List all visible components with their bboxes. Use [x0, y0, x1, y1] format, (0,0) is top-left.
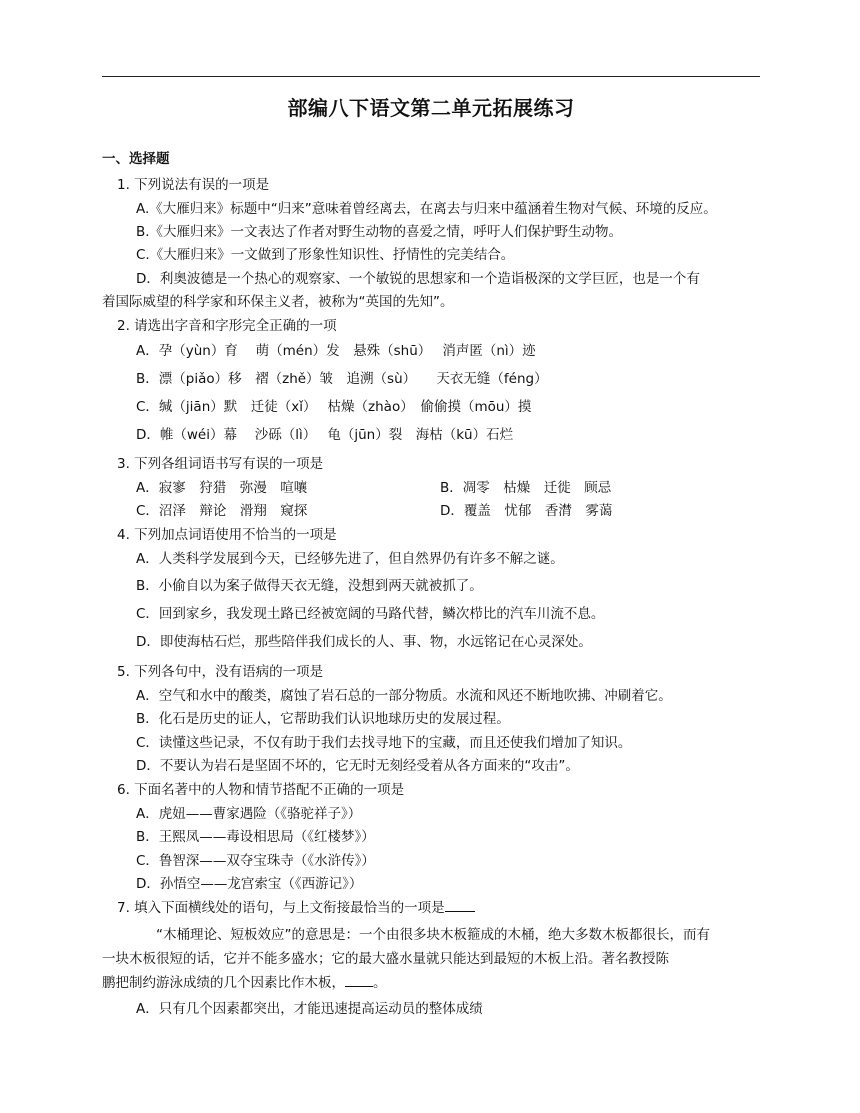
- question-2-option-a: A．孕（yùn）育 萌（mén）发 悬殊（shū） 消声匿（nì）迹: [136, 343, 536, 359]
- question-2-option-d: D．帷（wéi）幕 沙砾（lì） 龟（jūn）裂 海枯（kū）石烂: [136, 427, 514, 443]
- question-3-stem: 3. 下列各组词语书写有误的一项是: [117, 456, 324, 472]
- question-3-option-b: B．凋零 枯燥 迁徙 顾忌: [440, 480, 612, 496]
- passage-period: 。: [373, 975, 387, 991]
- question-1-option-d: D．利奥波德是一个热心的观察家、一个敏锐的思想家和一个造诣极深的文学巨匠，也是一个有: [136, 271, 700, 287]
- question-1-option-a: A.《大雁归来》标题中“归来”意味着曾经离去，在离去与归来中蕴涵着生物对气候、环境的反应。: [136, 201, 717, 217]
- question-3-option-d: D．覆盖 忧郁 香潸 雾蔼: [440, 503, 613, 519]
- answer-blank: [445, 899, 475, 912]
- question-5-option-c: C．读懂这些记录，不仅有助于我们去找寻地下的宝藏，而且还使我们增加了知识。: [136, 735, 632, 751]
- question-6-option-c: C．鲁智深——双夺宝珠寺（《水浒传》）: [136, 853, 375, 869]
- question-5-stem: 5. 下列各句中，没有语病的一项是: [117, 664, 324, 680]
- question-6-stem: 6. 下面名著中的人物和情节搭配不正确的一项是: [117, 782, 405, 798]
- question-5-option-a: A．空气和水中的酸类，腐蚀了岩石总的一部分物质。水流和风还不断地吹拂、冲刷着它。: [136, 688, 672, 704]
- question-7-passage-line-1: “木桶理论、短板效应”的意思是：一个由很多块木板箍成的木桶，绝大多数木板都很长，而有: [156, 927, 710, 943]
- question-1-option-b: B.《大雁归来》一文表达了作者对野生动物的喜爱之情，呼吁人们保护野生动物。: [136, 224, 623, 240]
- question-4-option-d: D．即使海枯石烂，那些陪伴我们成长的人、事、物，水远铭记在心灵深处。: [136, 634, 592, 650]
- question-4-stem: 4. 下列加点词语使用不恰当的一项是: [117, 527, 337, 543]
- question-1-stem: 1. 下列说法有误的一项是: [117, 177, 270, 193]
- question-4-option-a: A．人类科学发展到今天，已经够先进了，但自然界仍有许多不解之谜。: [136, 551, 564, 567]
- question-2-option-c: C．缄（jiān）默 迁徒（xǐ） 枯燥（zhào） 偷偷摸（mōu）摸: [136, 399, 532, 415]
- question-5-option-b: B．化石是历史的证人，它帮助我们认识地球历史的发展过程。: [136, 711, 510, 727]
- passage-blank: [345, 974, 373, 987]
- question-7-stem: 7. 填入下面横线处的语句，与上文衔接最恰当的一项是: [117, 900, 445, 916]
- question-7-passage-line-2: 一块木板很短的话，它并不能多盛水；它的最大盛水量就只能达到最短的木板上沿。著名教授陈: [102, 951, 669, 967]
- question-6-option-d: D．孙悟空——龙宫索宝（《西游记》）: [136, 876, 363, 892]
- question-2-stem: 2. 请选出字音和字形完全正确的一项: [117, 318, 337, 334]
- page-title: 部编八下语文第二单元拓展练习: [287, 96, 575, 120]
- question-6-option-b: B．王熙凤——毒设相思局（《红楼梦》）: [136, 829, 375, 845]
- question-6-option-a: A．虎妞——曹家遇险（《骆驼祥子》）: [136, 806, 362, 822]
- question-7-option-a: A．只有几个因素都突出，才能迅速提高运动员的整体成绩: [136, 1001, 483, 1017]
- question-3-option-c: C．沼泽 辩论 滑翔 窥探: [136, 503, 308, 519]
- section-heading: 一、选择题: [102, 151, 170, 167]
- question-1-option-c: C.《大雁归来》一文做到了形象性知识性、抒情性的完美结合。: [136, 247, 515, 263]
- question-7-stem-line: [117, 899, 475, 917]
- question-7-passage-text: 鹏把制约游泳成绩的几个因素比作木板，: [102, 975, 345, 991]
- header-rule: [102, 76, 760, 77]
- question-4-option-c: C．回到家乡，我发现土路已经被宽阔的马路代替，鳞次栉比的汽车川流不息。: [136, 606, 605, 622]
- question-3-option-a: A．寂寥 狩猎 弥漫 喧嚷: [136, 480, 308, 496]
- question-5-option-d: D．不要认为岩石是坚固不坏的，它无时无刻经受着从各方面来的“攻击”。: [136, 758, 579, 774]
- question-1-option-d-continued: 着国际威望的科学家和环保主义者，被称为“英国的先知”。: [102, 294, 454, 310]
- question-4-option-b: B．小偷自以为案子做得天衣无缝，没想到两天就被抓了。: [136, 578, 483, 594]
- question-7-passage-line-3: [102, 974, 387, 992]
- question-2-option-b: B．漂（piǎo）移 褶（zhě）皱 追溯（sù） 天衣无缝（féng）: [136, 371, 548, 387]
